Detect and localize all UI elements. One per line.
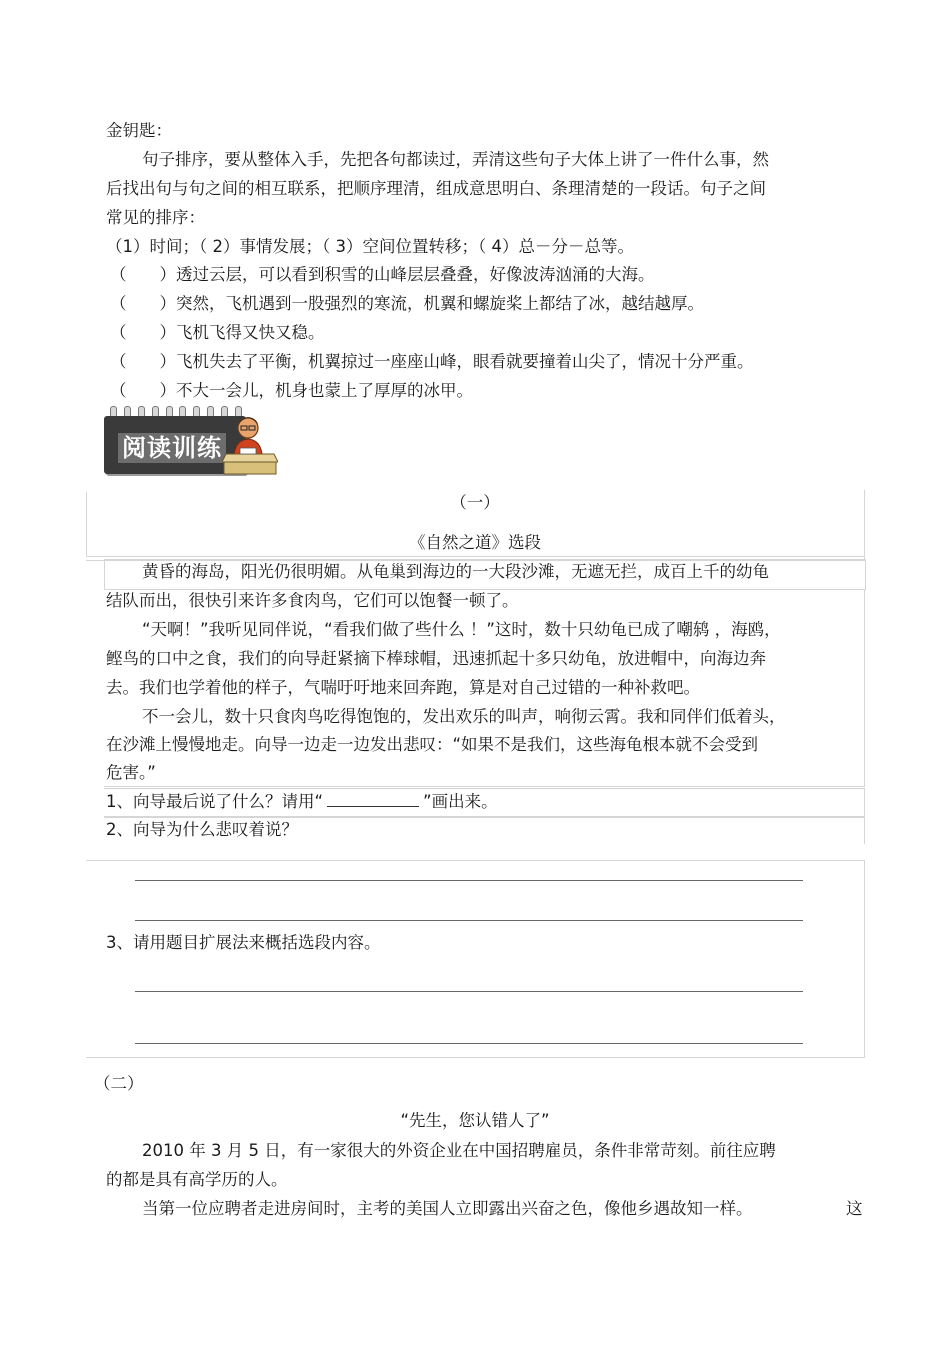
passage-2-line-3-tail: 这 [846,1199,863,1218]
student-at-desk-icon [222,412,278,476]
question-3: 3、请用题目扩展法来概括选段内容。 [106,933,381,952]
passage-2-line-1: 2010 年 3 月 5 日，有一家很大的外资企业在中国招聘雇员，条件非常苛刻。前往应聘 [142,1141,776,1160]
answer-line-1[interactable] [135,880,803,881]
passage-2-number: （二） [94,1074,144,1093]
key-tip-heading: 金钥匙： [106,121,172,140]
sort-item-3: （ ）飞机飞得又快又稳。 [110,323,325,342]
passage-1-line-1: 黄昏的海岛，阳光仍很明媚。从龟巢到海边的一大段沙滩，无遮无拦，成百上千的幼龟 [142,562,769,581]
question-1-suffix: ”画出来。 [423,792,498,811]
passage-1-number: （一） [450,493,500,512]
reading-training-banner [104,406,276,476]
sort-types: （1）时间；（ 2）事情发展；（ 3）空间位置转移；（ 4）总－分－总等。 [106,237,634,256]
answer-area-box [86,860,865,1058]
question-2: 2、向导为什么悲叹着说？ [106,820,298,839]
answer-line-4[interactable] [135,1043,803,1044]
sort-item-4: （ ）飞机失去了平衡，机翼掠过一座座山峰，眼看就要撞着山尖了，情况十分严重。 [110,352,754,371]
passage-1-line-6: 不一会儿，数十只食肉鸟吃得饱饱的，发出欢乐的叫声，响彻云霄。我和同伴们低着头， [142,707,786,726]
sort-item-5: （ ）不大一会儿，机身也蒙上了厚厚的冰甲。 [110,381,473,400]
answer-line-2[interactable] [135,920,803,921]
passage-1-line-4: 鲣鸟的口中之食，我们的向导赶紧摘下棒球帽，迅速抓起十多只幼龟，放进帽中，向海边奔 [106,649,766,668]
passage-1-line-8: 危害。” [106,763,156,782]
question-1-prefix: 1、向导最后说了什么？请用“ [106,792,324,811]
key-tip-line-1: 句子排序，要从整体入手，先把各句都读过，弄清这些句子大体上讲了一件什么事，然 [142,150,769,169]
banner-title: 阅读训练 [118,433,226,463]
passage-2-line-2: 的都是具有高学历的人。 [106,1170,288,1189]
sort-item-1: （ ）透过云层，可以看到积雪的山峰层层叠叠，好像波涛汹涌的大海。 [110,265,655,284]
passage-1-line-3: “天啊！”我听见同伴说，“看我们做了些什么 ！”这时，数十只幼龟已成了嘲鸫 ，海鸥， [142,620,781,639]
underline-blank [327,792,419,807]
passage-1-line-7: 在沙滩上慢慢地走。向导一边走一边发出悲叹：“如果不是我们，这些海龟根本就不会受到 [106,735,759,754]
sort-item-2: （ ）突然，飞机遇到一股强烈的寒流，机翼和螺旋桨上都结了冰，越结越厚。 [110,294,704,313]
passage-1-title: 《自然之道》选段 [409,533,541,552]
passage-1-line-5: 去。我们也学着他的样子，气喘吁吁地来回奔跑，算是对自己过错的一种补救吧。 [106,678,700,697]
key-tip-line-2: 后找出句与句之间的相互联系，把顺序理清，组成意思明白、条理清楚的一段话。句子之间 [106,179,766,198]
passage-2-line-3: 当第一位应聘者走进房间时，主考的美国人立即露出兴奋之色，像他乡遇故知一样。 [142,1199,753,1218]
passage-1-line-2: 结队而出，很快引来许多食肉鸟，它们可以饱餐一顿了。 [106,591,519,610]
key-tip-line-3: 常见的排序： [106,208,205,227]
passage-2-title: “先生，您认错人了” [400,1111,550,1130]
answer-line-3[interactable] [135,991,803,992]
question-1 [106,791,498,813]
